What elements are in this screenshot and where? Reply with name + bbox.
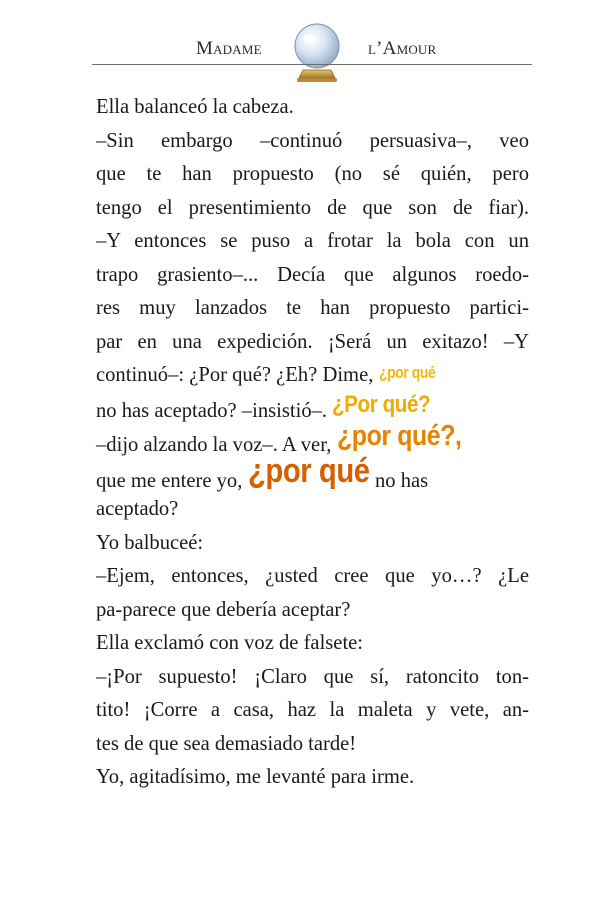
- shout-text-2: ¿Por qué?: [332, 390, 431, 418]
- header-rule: [92, 64, 532, 65]
- text-line: tes de que sea demasiado tarde!: [96, 732, 357, 755]
- text-line: Ella balanceó la cabeza.: [96, 96, 294, 118]
- text-fragment: no has aceptado? –insistió–.: [96, 399, 328, 422]
- text-line: pa-parece que debería aceptar?: [96, 598, 351, 621]
- text-line: aceptado?: [96, 498, 179, 520]
- text-fragment: –dijo alzando la voz–. A ver,: [96, 434, 332, 456]
- text-line: par en una expedición. ¡Será un exitazo! –Y: [96, 330, 529, 353]
- text-line: –Sin embargo –continuó persuasiva–, veo: [96, 129, 529, 152]
- header-left-title: Madame: [196, 38, 262, 59]
- text-line: –¡Por supuesto! ¡Claro que sí, ratoncito ton-: [96, 665, 529, 688]
- text-line: trapo grasiento–... Decía que algunos roedo-: [96, 263, 529, 286]
- text-fragment: que me entere yo,: [96, 469, 243, 492]
- shout-text-1: ¿por qué: [378, 363, 435, 382]
- text-line: –Y entonces se puso a frotar la bola con un: [96, 230, 529, 252]
- text-line: –Ejem, entonces, ¿usted cree que yo…? ¿Le: [96, 565, 529, 587]
- text-fragment: no has: [374, 469, 429, 492]
- running-header: [92, 18, 532, 76]
- page-body: [96, 91, 529, 795]
- text-line: res muy lanzados te han propuesto partici-: [96, 297, 529, 319]
- text-line: tito! ¡Corre a casa, haz la maleta y vete, an-: [96, 699, 529, 721]
- text-line: que te han propuesto (no sé quién, pero: [96, 163, 529, 185]
- text-line: Yo, agitadísimo, me levanté para irme.: [96, 766, 415, 788]
- shout-text-3: ¿por qué?,: [336, 420, 462, 452]
- text-line: [96, 359, 529, 393]
- shout-text-4: ¿por qué: [247, 451, 370, 490]
- text-line: [96, 390, 529, 427]
- crystal-ball-icon: [291, 20, 343, 84]
- text-fragment: continuó–: ¿Por qué? ¿Eh? Dime,: [96, 364, 374, 386]
- text-line: tengo el presentimiento de que son de fiar).: [96, 196, 529, 219]
- text-line: [96, 451, 529, 494]
- text-line: Ella exclamó con voz de falsete:: [96, 632, 364, 654]
- header-right-title: l’Amour: [368, 38, 437, 59]
- text-line: Yo balbuceé:: [96, 531, 204, 554]
